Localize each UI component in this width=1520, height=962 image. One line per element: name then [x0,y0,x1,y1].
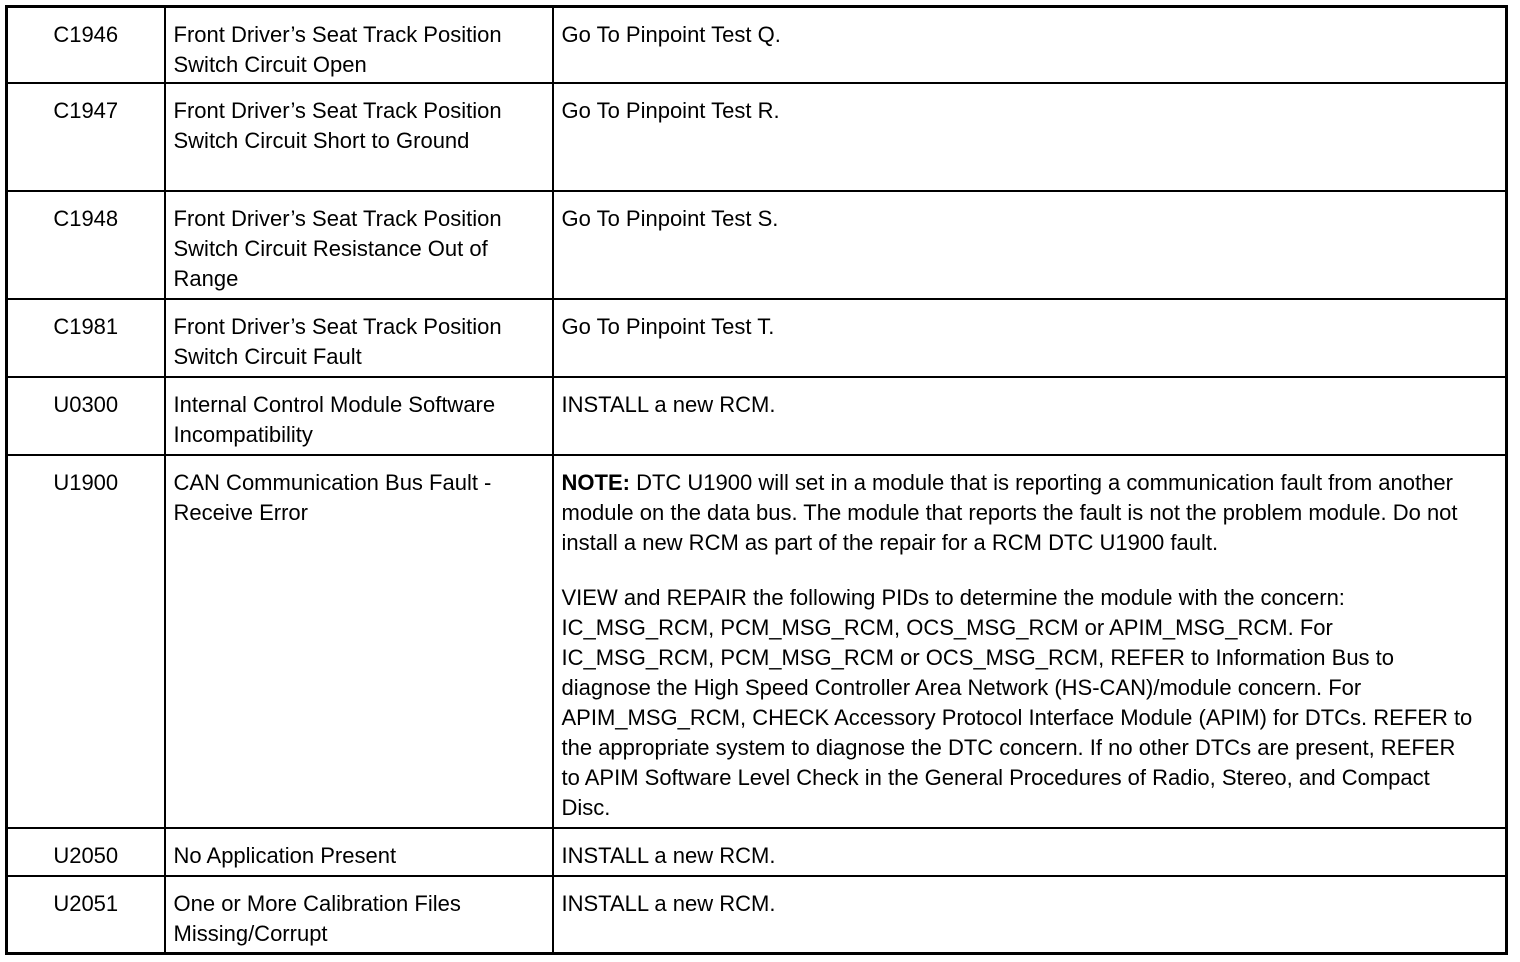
dtc-code: U2051 [7,876,165,954]
dtc-code: C1947 [7,83,165,191]
dtc-action: Go To Pinpoint Test T. [553,299,1507,377]
note-paragraph [562,468,1498,558]
dtc-code: C1946 [7,7,165,83]
dtc-code: U2050 [7,828,165,876]
table-row [7,191,1507,299]
dtc-action: VIEW and REPAIR the following PIDs to determine the module with the concern: IC_MSG_RCM, PCM_MSG_RCM, OCS_MSG_RCM or APIM_MSG_RCM. For IC_MSG_RCM, PCM_MSG_RCM or OCS_MSG_RCM, REFER to Information Bus to diagnose the High Speed Controller Area Network (HS-CAN)/module concern. For APIM_MSG_RCM, CHECK Accessory Protocol Interface Module (APIM) for DTCs. REFER to the appropriate system to diagnose the DTC concern. If no other DTCs are present, REFER to APIM Software Level Check in the General Procedures of Radio, Stereo, and Compact Disc. [561,584,1473,820]
dtc-description: Front Driver’s Seat Track Position Switch Circuit Open [165,7,553,83]
dtc-code: U1900 [7,455,165,828]
dtc-description: Front Driver’s Seat Track Position Switch Circuit Resistance Out of Range [165,191,553,299]
dtc-code: C1981 [7,299,165,377]
table-row [7,455,1507,828]
dtc-code: U0300 [7,377,165,455]
table-row [7,299,1507,377]
dtc-description: Internal Control Module Software Incompatibility [165,377,553,455]
dtc-action: Go To Pinpoint Test S. [553,191,1507,299]
dtc-description: One or More Calibration Files Missing/Corrupt [165,876,553,954]
table-row [7,377,1507,455]
dtc-action-cell [553,455,1507,828]
dtc-table [5,5,1508,955]
dtc-action: INSTALL a new RCM. [553,828,1507,876]
dtc-action: INSTALL a new RCM. [553,377,1507,455]
table-row [7,876,1507,954]
dtc-action: Go To Pinpoint Test R. [553,83,1507,191]
dtc-action: INSTALL a new RCM. [553,876,1507,954]
dtc-code: C1948 [7,191,165,299]
note-label: NOTE: [561,469,630,495]
dtc-description: Front Driver’s Seat Track Position Switch Circuit Fault [165,299,553,377]
dtc-description: No Application Present [165,828,553,876]
table-row [7,828,1507,876]
note-text: DTC U1900 will set in a module that is reporting a communication fault from another module on the data bus. The module that reports the fault is not the problem module. Do not install a new RCM as part of the repair for a RCM DTC U1900 fault. [561,469,1458,555]
table-row [7,7,1507,83]
dtc-description: Front Driver’s Seat Track Position Switch Circuit Short to Ground [165,83,553,191]
dtc-description: CAN Communication Bus Fault - Receive Error [165,455,553,828]
dtc-action: Go To Pinpoint Test Q. [553,7,1507,83]
table-row [7,83,1507,191]
